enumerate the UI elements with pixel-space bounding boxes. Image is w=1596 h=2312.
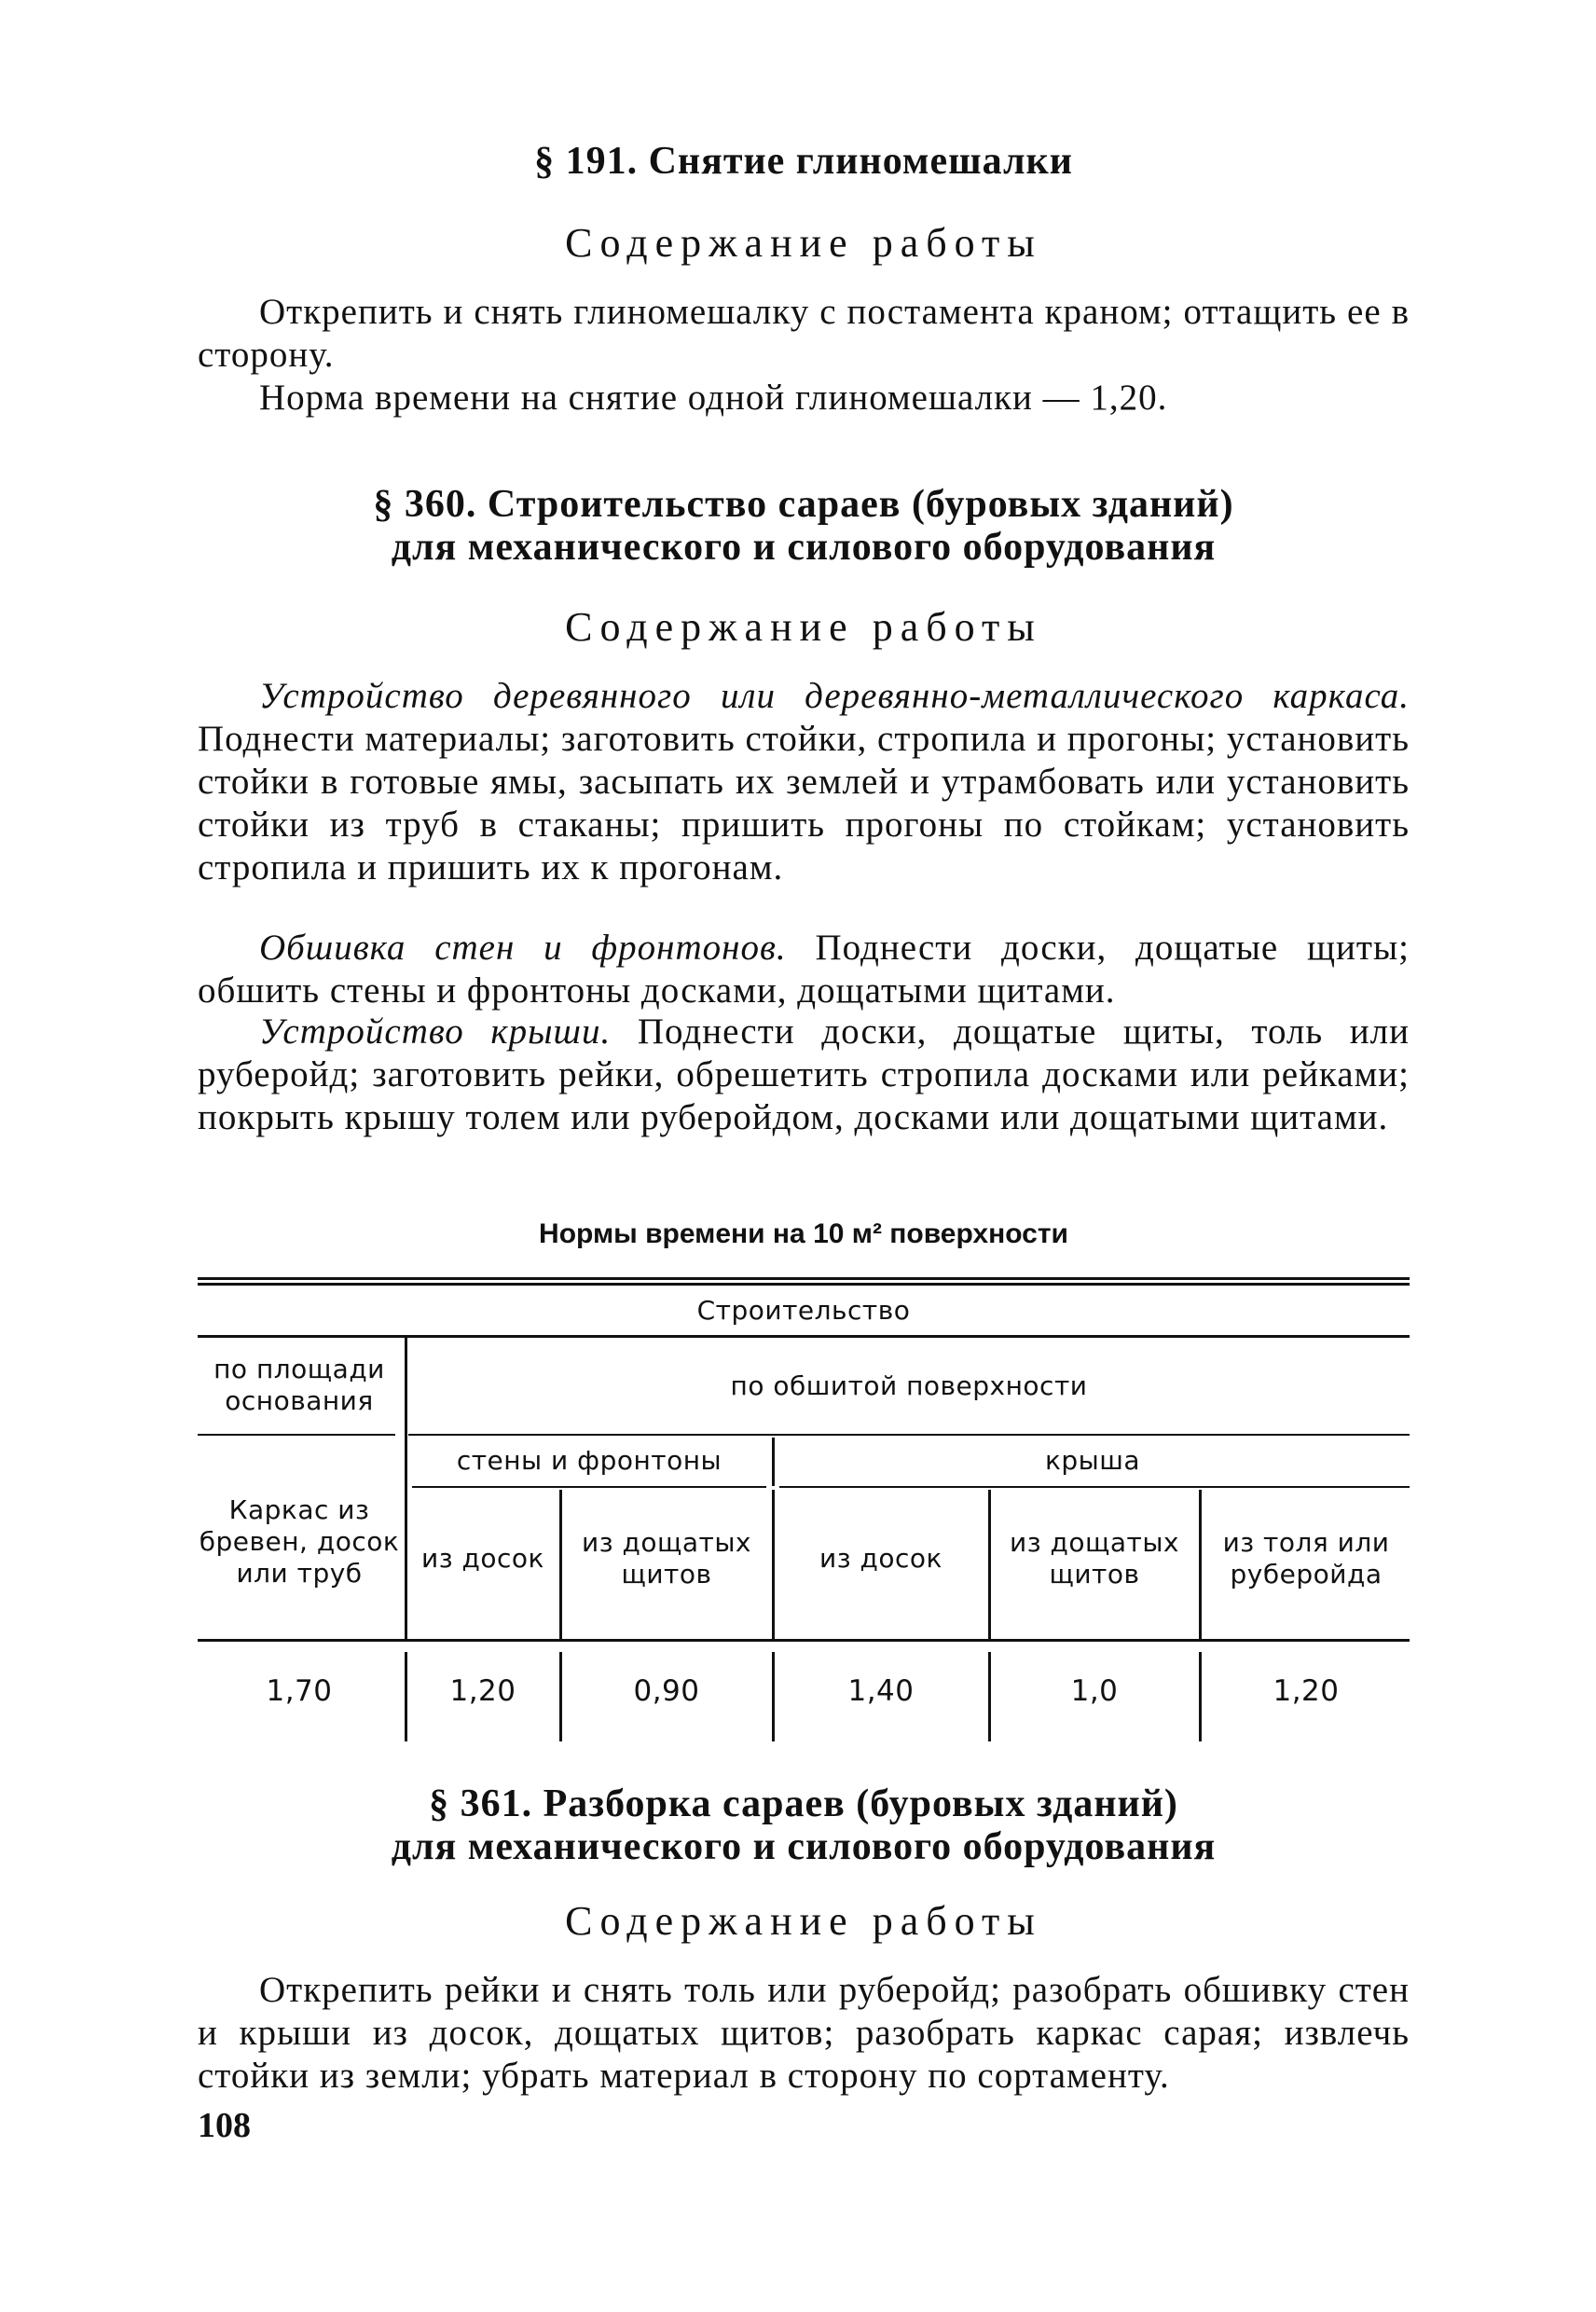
value-frame: 1,70 (266, 1674, 333, 1708)
page (198, 0, 1410, 2312)
table-rule-surface-lower (408, 1434, 1410, 1436)
header-walls: стены и фронтоны (456, 1445, 722, 1476)
header-walls-boards: из досок (421, 1543, 544, 1574)
table-vline-data-3 (988, 1652, 991, 1741)
section-360-p3-italic: Устройство крыши. (259, 1012, 612, 1052)
section-191-subhead: Содержание работы (565, 220, 1042, 266)
value-walls-boards: 1,20 (449, 1674, 516, 1708)
header-roof-panels: из дощатых щитов (1010, 1527, 1179, 1590)
value-roof-panels: 1,0 (1070, 1674, 1119, 1708)
header-construction: Строительство (696, 1295, 911, 1326)
table-rule-top (198, 1277, 1410, 1280)
table-rule-walls-lower (412, 1486, 766, 1488)
section-191-p2-text: Норма времени на снятие одной глиномешалки — 1,20. (259, 378, 1168, 418)
value-roof-felt: 1,20 (1273, 1674, 1340, 1708)
section-360-p2-text: Поднести доски, дощатые щиты; обшить стены и фронтоны досками, дощатыми щитами. (198, 928, 1410, 1011)
section-361-title-line-1: § 361. Разборка сараев (буровых зданий) (429, 1782, 1178, 1825)
section-360-p1-text: Поднести материалы; заготовить стойки, стропила и прогоны; установить стойки в готовые ямы, засыпать их землей и утрамбовать или установить стойки из труб в стаканы; пришить прогоны по стойкам; установить стропила и пришить их к прогонам. (198, 719, 1410, 888)
section-361-title-line-2: для механического и силового оборудования (391, 1825, 1217, 1868)
section-191-paragraph-1 (198, 291, 1410, 377)
value-roof-boards: 1,40 (847, 1674, 915, 1708)
value-walls-panels: 0,90 (633, 1674, 700, 1708)
table-vline-3 (988, 1490, 991, 1639)
section-361-paragraph-1 (198, 1969, 1410, 2098)
table-vline-4 (1199, 1490, 1202, 1639)
table-vline-walls-roof-upper (772, 1438, 775, 1486)
section-361-subhead: Содержание работы (565, 1898, 1042, 1944)
table-vline-2 (772, 1490, 775, 1639)
section-360-subhead: Содержание работы (565, 604, 1042, 650)
header-by-surface: по обшитой поверхности (730, 1370, 1088, 1401)
section-360-p1-italic: Устройство деревянного или деревянно-металлического каркаса. (259, 676, 1410, 716)
table-caption: Нормы времени на 10 м² поверхности (539, 1218, 1068, 1249)
section-191-p1-text: Открепить и снять глиномешалку с постамента краном; оттащить ее в сторону. (198, 292, 1410, 375)
header-frame: Каркас из бревен, досок или труб (199, 1494, 400, 1589)
table-vline-data-1 (559, 1652, 562, 1741)
section-191-paragraph-2 (198, 377, 1410, 420)
section-360-p2-italic: Обшивка стен и фронтонов. (259, 928, 787, 968)
table-rule-header-bottom (198, 1639, 1410, 1642)
section-360-paragraph-2 (198, 927, 1410, 1012)
table-vline-1 (559, 1490, 562, 1639)
header-roof-boards: из досок (819, 1543, 942, 1574)
section-361-p1-text: Открепить рейки и снять толь или руберойд; разобрать обшивку стен и крыши из досок, дощатых щитов; разобрать каркас сарая; извлечь стойки из земли; убрать материал в сторону по сортаменту. (198, 1970, 1410, 2096)
section-191-title: § 191. Снятие глиномешалки (534, 140, 1073, 183)
table-rule-area-lower (198, 1434, 395, 1436)
table-rule-roof-lower (779, 1486, 1410, 1488)
section-360-paragraph-1 (198, 675, 1410, 889)
table-rule-under-construction (198, 1335, 1410, 1338)
page-number: 108 (198, 2106, 251, 2145)
section-360-paragraph-3 (198, 1011, 1410, 1139)
section-360-title-line-2: для механического и силового оборудования (391, 526, 1217, 569)
table-rule-top-double (198, 1283, 1410, 1286)
table-vline-data-0 (405, 1652, 407, 1741)
table-vline-area (405, 1337, 407, 1639)
section-360-title-line-1: § 360. Строительство сараев (буровых зданий) (373, 483, 1234, 526)
header-roof-felt: из толя или руберойда (1222, 1527, 1390, 1590)
header-walls-panels: из дощатых щитов (582, 1527, 751, 1590)
table-vline-data-4 (1199, 1652, 1202, 1741)
header-roof: крыша (1044, 1445, 1141, 1476)
header-by-area: по площади основания (213, 1354, 385, 1416)
section-360-p3-text: Поднести доски, дощатые щиты, толь или руберойд; заготовить рейки, обрешетить стропила досками или рейками; покрыть крышу толем или руберойдом, досками или дощатыми щитами. (198, 1012, 1410, 1137)
table-vline-data-2 (772, 1652, 775, 1741)
